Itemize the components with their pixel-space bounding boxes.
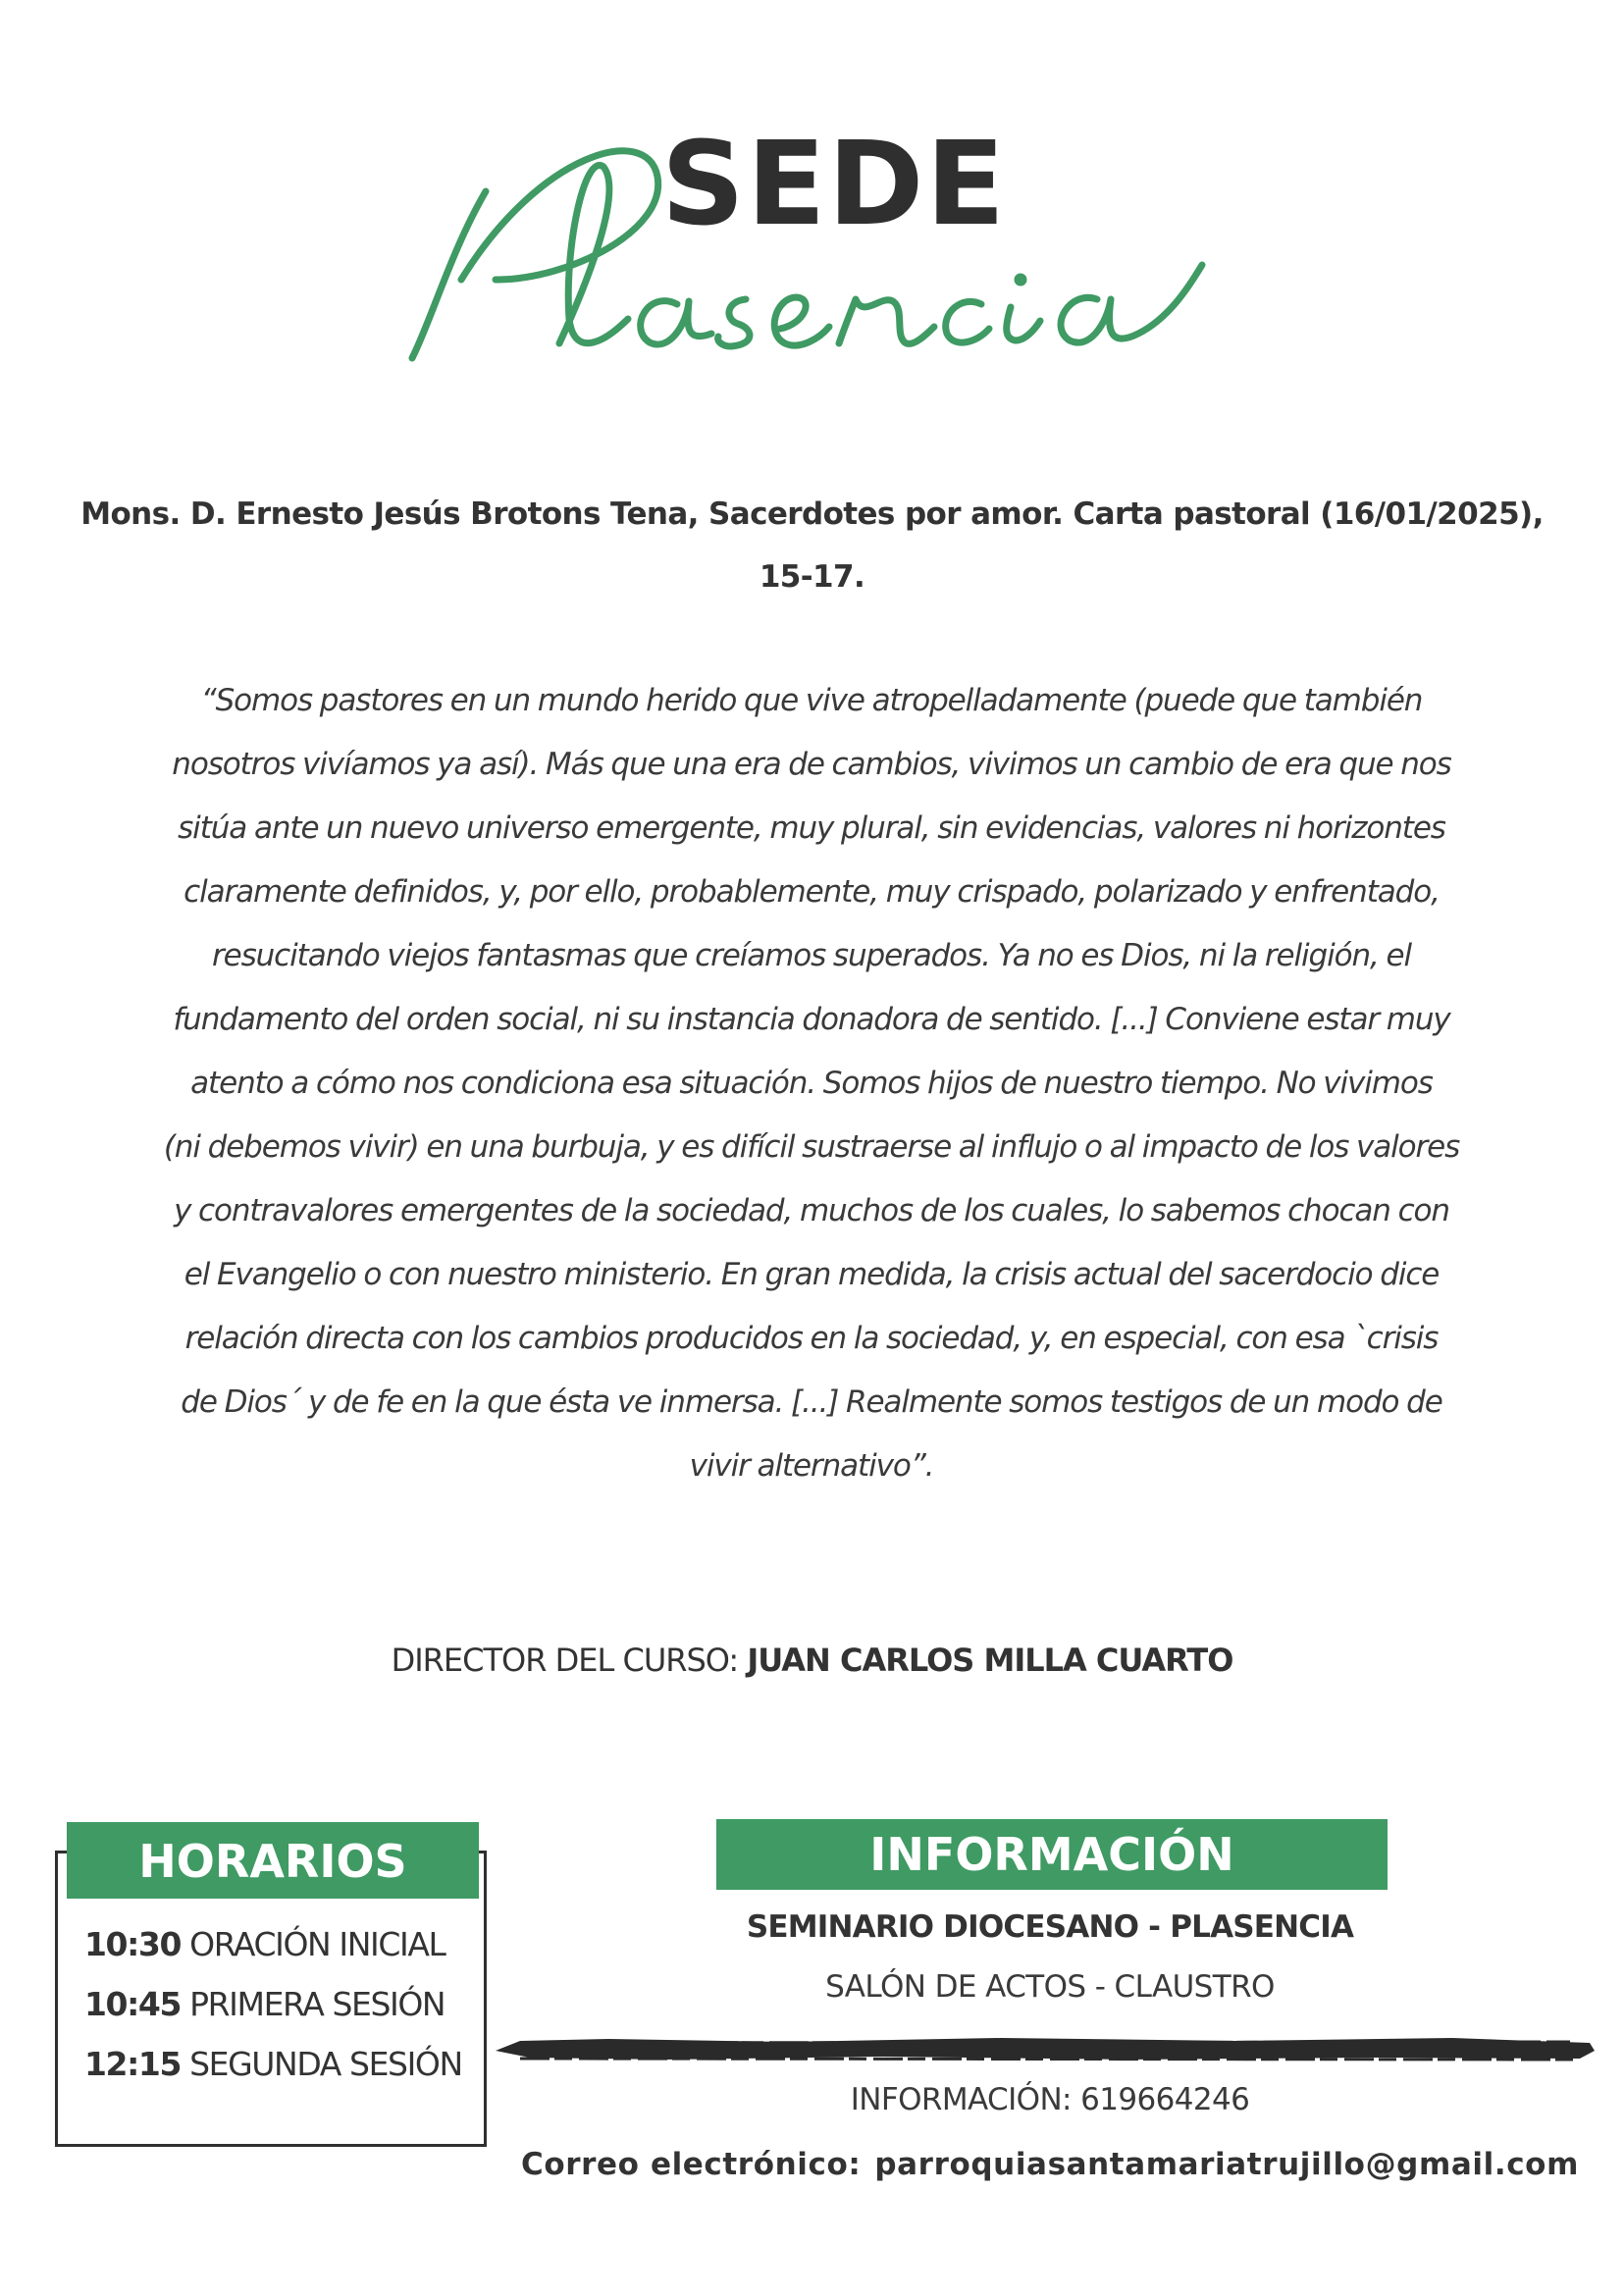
info-phone: INFORMACIÓN: 619664246 bbox=[850, 2082, 1250, 2117]
quote-line: vivir alternativo”. bbox=[689, 1448, 934, 1484]
info-email-line bbox=[491, 2145, 1609, 2184]
reference-line-2: 15-17. bbox=[759, 559, 865, 595]
quote-line: (ni debemos vivir) en una burbuja, y es difícil sustraerse al influjo o al impacto de los valores bbox=[163, 1129, 1460, 1165]
director-name: JUAN CARLOS MILLA CUARTO bbox=[747, 1642, 1233, 1679]
course-director bbox=[59, 1641, 1565, 1680]
quote-line: el Evangelio o con nuestro ministerio. En gran medida, la crisis actual del sacerdocio dice bbox=[183, 1257, 1440, 1292]
quote-line: “Somos pastores en un mundo herido que vive atropelladamente (puede que también bbox=[200, 683, 1423, 718]
quote-line: y contravalores emergentes de la sociedad, muchos de los cuales, lo sabemos chocan con bbox=[174, 1193, 1449, 1228]
quote-line: de Dios´ y de fe en la que ésta ve inmersa. [...] Realmente somos testigos de un modo de bbox=[181, 1384, 1442, 1420]
schedule-title: HORARIOS bbox=[67, 1822, 479, 1899]
schedule-label: PRIMERA SESIÓN bbox=[181, 1985, 445, 2023]
email-label: Correo electrónico: bbox=[521, 2147, 862, 2182]
logo-sede-text: SEDE bbox=[660, 116, 1008, 251]
email-address[interactable]: parroquiasantamariatrujillo@gmail.com bbox=[874, 2147, 1579, 2182]
schedule-time: 10:30 bbox=[84, 1925, 182, 1963]
info-room: SALÓN DE ACTOS - CLAUSTRO bbox=[825, 1969, 1275, 2005]
schedule-item bbox=[84, 1925, 497, 1964]
reference-citation bbox=[59, 483, 1565, 608]
info-title: INFORMACIÓN bbox=[716, 1819, 1388, 1890]
quote-line: relación directa con los cambios producidos en la sociedad, y, en especial, con esa `crisis bbox=[184, 1321, 1439, 1356]
director-label: DIRECTOR DEL CURSO: bbox=[391, 1642, 748, 1679]
schedule-time: 12:15 bbox=[84, 2045, 182, 2083]
quote-line: atento a cómo nos condiciona esa situación. Somos hijos de nuestro tiempo. No vivimos bbox=[190, 1066, 1433, 1101]
brush-stroke-divider bbox=[491, 2029, 1599, 2068]
schedule-item bbox=[84, 1985, 497, 2024]
quote-line: sitúa ante un nuevo universo emergente, muy plural, sin evidencias, valores ni horizontes bbox=[178, 810, 1445, 846]
quote-line: resucitando viejos fantasmas que creíamos superados. Ya no es Dios, ni la religión, el bbox=[211, 938, 1412, 973]
quote-line: claramente definidos, y, por ello, probablemente, muy crispado, polarizado y enfrentado, bbox=[183, 874, 1440, 910]
schedule-label: ORACIÓN INICIAL bbox=[181, 1925, 445, 1963]
quote-line: nosotros vivíamos ya así). Más que una era de cambios, vivimos un cambio de era que nos bbox=[172, 747, 1451, 782]
schedule-item bbox=[84, 2045, 497, 2084]
schedule-label: SEGUNDA SESIÓN bbox=[181, 2045, 462, 2083]
quote-line: fundamento del orden social, ni su instancia donadora de sentido. [...] Conviene estar muy bbox=[173, 1002, 1450, 1037]
schedule-time: 10:45 bbox=[84, 1985, 182, 2023]
reference-line-1: Mons. D. Ernesto Jesús Brotons Tena, Sacerdotes por amor. Carta pastoral (16/01/2025), bbox=[80, 496, 1544, 532]
pastoral-quote bbox=[61, 669, 1562, 1498]
info-venue: SEMINARIO DIOCESANO - PLASENCIA bbox=[746, 1909, 1354, 1945]
